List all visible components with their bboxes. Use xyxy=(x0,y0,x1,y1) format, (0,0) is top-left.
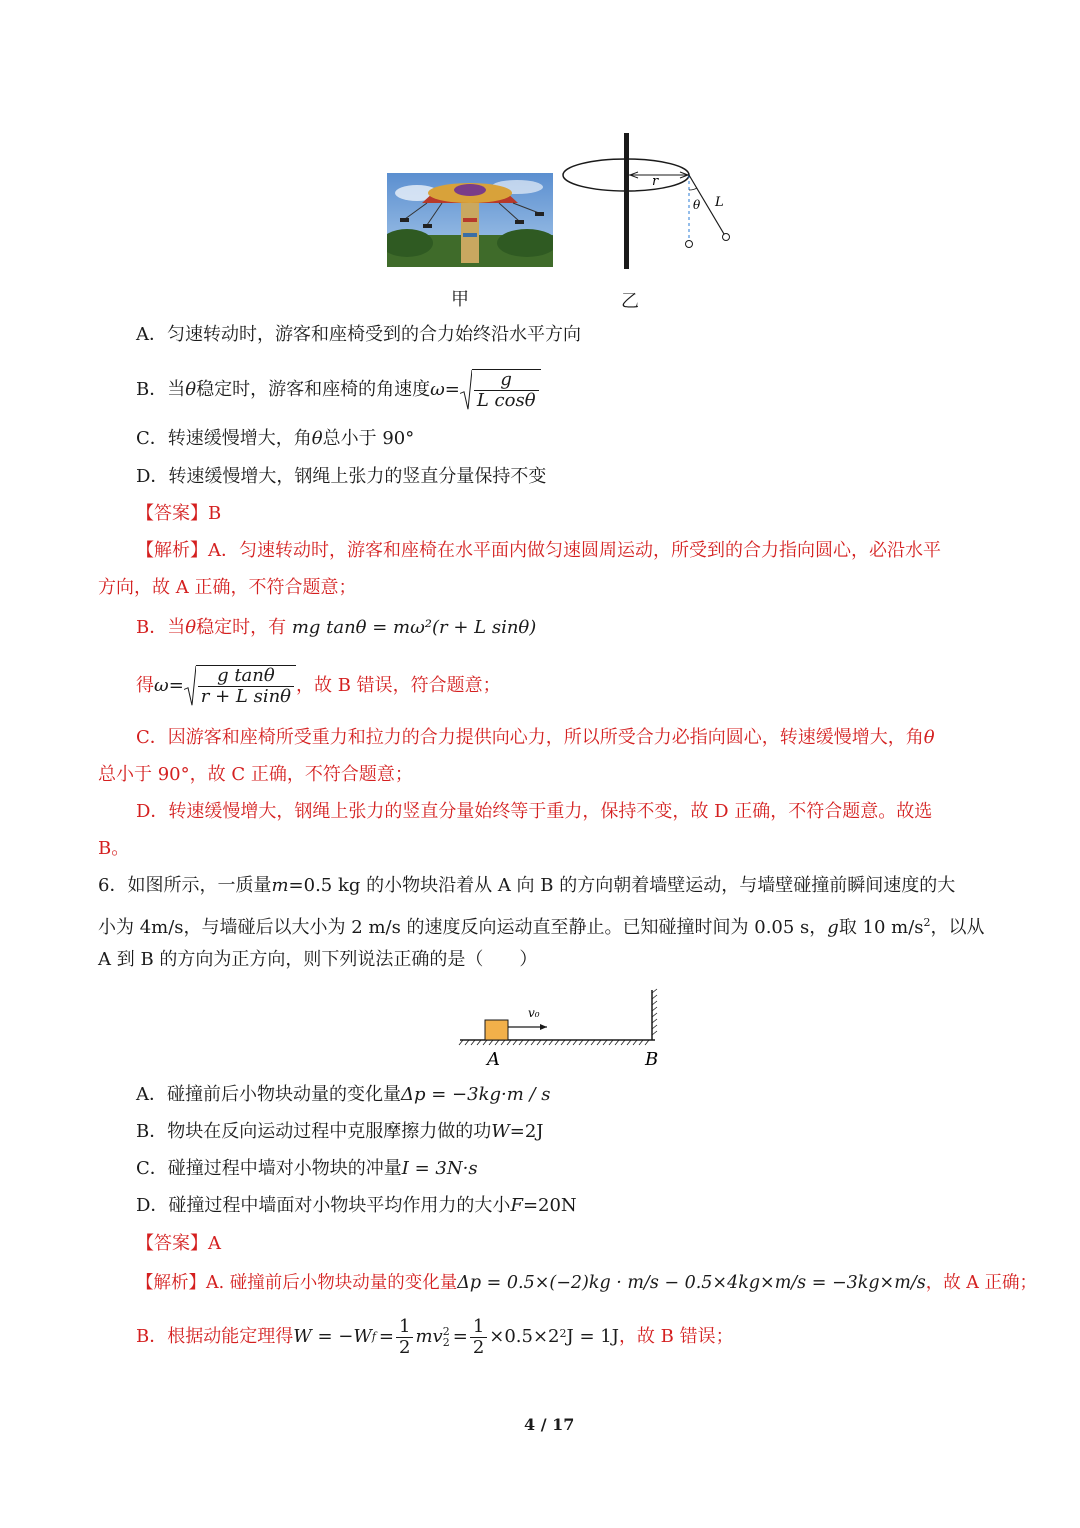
q6-exp-1-pre: 【解析】A. 碰撞前后小物块动量的变化量 xyxy=(136,1273,458,1293)
q6-option-b-W: W xyxy=(491,1121,510,1142)
q6-stem-1-m: m xyxy=(271,875,289,896)
q6-exp-2-frac-den: 2 xyxy=(399,1336,411,1358)
q5-exp-2-pre: B．当 xyxy=(136,617,186,638)
q5-exp-3-sqrt xyxy=(184,665,296,707)
q6-stem-2-pre: 小为 4m/s，与墙碰后以大小为 2 m/s 的速度反向运动直至静止。已知碰撞时间为 0.05 s， xyxy=(98,917,828,938)
q6-stem-2 xyxy=(98,911,985,940)
q5-exp-3-post: ，故 B 错误，符合题意； xyxy=(296,675,501,696)
q5-exp-3-pre: 得 xyxy=(136,675,154,696)
q5-option-c-theta: θ xyxy=(311,428,323,449)
q6-exp-2-sub-f: f xyxy=(371,1330,376,1343)
q6-exp-2-frac2-num: 1 xyxy=(470,1317,487,1338)
swing-diagram-drawing xyxy=(560,128,740,273)
label-r: r xyxy=(652,174,659,189)
q6-exp-1-formula: Δp = 0.5×(−2)kg · m/s − 0.5×4kg×m/s = −3kg×m/s xyxy=(457,1273,926,1293)
q5-option-b-mid: 稳定时，游客和座椅的角速度 xyxy=(196,379,431,400)
caption-jia: 甲 xyxy=(451,289,469,310)
label-A: A xyxy=(487,1049,500,1070)
q6-exp-2-frac-num: 1 xyxy=(396,1317,413,1338)
q5-exp-3-omega: ω xyxy=(154,675,169,696)
carousel-photo-drawing xyxy=(387,173,553,267)
q6-exp-2-tail-sup: 2 xyxy=(559,1327,567,1340)
label-v0: v₀ xyxy=(528,1006,540,1020)
q6-option-b xyxy=(136,1120,544,1144)
q6-stem-1-pre: 6．如图所示，一质量 xyxy=(98,875,272,896)
q6-option-d-pre: D．碰撞过程中墙面对小物块平均作用力的大小 xyxy=(136,1195,511,1216)
q5-option-d: D．转速缓慢增大，钢绳上张力的竖直分量保持不变 xyxy=(136,466,547,487)
q6-exp-2-lhs: W = −W xyxy=(293,1326,372,1347)
q5-exp-4a-theta: θ xyxy=(923,727,935,748)
q5-answer: 【答案】B xyxy=(136,503,222,524)
q6-exp-2-tail: ×0.5×2 xyxy=(489,1326,560,1347)
q6-exp-2-tail-end: J = 1J xyxy=(566,1326,619,1347)
q5-option-b-omega: ω xyxy=(430,379,445,400)
q5-option-b-den: L cosθ xyxy=(476,390,536,411)
q6-stem-2-mid: 取 10 m/s xyxy=(838,917,924,938)
q6-stem-2-sup: 2 xyxy=(923,916,931,929)
q5-option-b-sqrt xyxy=(460,369,541,411)
block-wall-diagram xyxy=(455,985,670,1070)
q5-exp-2-theta: θ xyxy=(185,617,197,638)
pole xyxy=(624,133,629,269)
q5-exp-1a: 【解析】A．匀速转动时，游客和座椅在水平面内做匀速圆周运动，所受到的合力指向圆心，必沿水平 xyxy=(136,540,941,561)
q6-option-a xyxy=(136,1083,551,1107)
q6-option-c xyxy=(136,1157,478,1181)
q6-exp-2-sub2: 2 xyxy=(442,1336,450,1349)
q6-stem-1 xyxy=(98,874,955,898)
block xyxy=(485,1020,508,1040)
q5-option-c-post: 总小于 90° xyxy=(322,428,415,449)
q6-option-a-formula: Δp = −3kg·m / s xyxy=(401,1084,551,1105)
q5-option-a: A．匀速转动时，游客和座椅受到的合力始终沿水平方向 xyxy=(136,324,581,345)
q5-option-b-eq: = xyxy=(444,379,460,400)
q6-exp-2-mv: mv xyxy=(415,1326,443,1347)
q5-option-c-pre: C．转速缓慢增大，角 xyxy=(136,428,312,449)
q5-option-c xyxy=(136,427,414,451)
q5-exp-2-mid: 稳定时，有 xyxy=(196,617,287,638)
label-theta: θ xyxy=(693,198,701,212)
q6-exp-2-pre: B．根据动能定理得 xyxy=(136,1326,294,1347)
q5-exp-4a xyxy=(136,726,935,750)
q6-option-b-post: =2J xyxy=(509,1121,544,1142)
q5-exp-4b: 总小于 90°，故 C 正确，不符合题意； xyxy=(98,764,413,785)
q6-answer: 【答案】A xyxy=(136,1233,221,1254)
q6-option-d-F: F xyxy=(510,1195,523,1216)
q6-stem-3: A 到 B 的方向为正方向，则下列说法正确的是（ ） xyxy=(98,949,538,970)
q5-exp-3-eq: = xyxy=(168,675,184,696)
label-L: L xyxy=(715,195,724,210)
q6-option-d-post: =20N xyxy=(522,1195,577,1216)
q5-exp-5a: D．转速缓慢增大，钢绳上张力的竖直分量始终等于重力，保持不变，故 D 正确，不符合题意。故选 xyxy=(136,801,933,822)
q6-exp-1 xyxy=(136,1271,1037,1295)
q6-stem-2-g: g xyxy=(827,917,839,938)
q6-exp-1-post: ，故 A 正确； xyxy=(925,1273,1037,1293)
q5-exp-5b: B。 xyxy=(98,838,130,859)
block-wall-diagram-drawing xyxy=(455,985,670,1070)
page-number: 4 / 17 xyxy=(524,1415,575,1434)
q6-option-d xyxy=(136,1194,577,1218)
q5-exp-4a-text: C．因游客和座椅所受重力和拉力的合力提供向心力，所以所受合力必指向圆心，转速缓慢增大，角 xyxy=(136,727,924,748)
q6-exp-2-eq1: = xyxy=(378,1326,395,1347)
q6-option-a-pre: A．碰撞前后小物块动量的变化量 xyxy=(136,1084,401,1105)
q5-exp-2-formula: mg tanθ = mω²(r + L sinθ) xyxy=(291,617,537,638)
q5-exp-3 xyxy=(136,660,501,712)
label-B: B xyxy=(645,1049,659,1070)
q6-stem-1-post: =0.5 kg 的小物块沿着从 A 向 B 的方向朝着墙壁运动，与墙壁碰撞前瞬间速度的大 xyxy=(288,875,956,896)
q5-option-b xyxy=(136,364,541,416)
q5-option-b-num: g xyxy=(474,370,539,391)
q6-option-c-pre: C．碰撞过程中墙对小物块的冲量 xyxy=(136,1158,402,1179)
q5-exp-2 xyxy=(136,616,536,640)
caption-yi: 乙 xyxy=(621,291,639,312)
q5-exp-3-den: r + L sinθ xyxy=(200,686,292,707)
q6-exp-2-frac2-den: 2 xyxy=(472,1336,485,1358)
carousel-photo xyxy=(387,173,553,267)
swing-diagram xyxy=(560,128,740,273)
q5-exp-3-num: g tanθ xyxy=(198,666,294,687)
q5-option-b-pre: B．当 xyxy=(136,379,186,400)
q6-option-b-pre: B．物块在反向运动过程中克服摩擦力做的功 xyxy=(136,1121,492,1142)
q6-option-c-formula: I = 3N·s xyxy=(401,1158,478,1179)
q6-exp-2 xyxy=(136,1312,734,1362)
q6-exp-2-post: ，故 B 错误； xyxy=(618,1326,734,1347)
q5-option-b-theta: θ xyxy=(185,379,197,400)
q6-exp-2-sup2: 2 xyxy=(442,1325,450,1338)
q5-exp-1b: 方向，故 A 正确，不符合题意； xyxy=(98,577,357,598)
q6-stem-2-post: ，以从 xyxy=(930,917,985,938)
q6-exp-2-eq2: = xyxy=(452,1326,468,1347)
